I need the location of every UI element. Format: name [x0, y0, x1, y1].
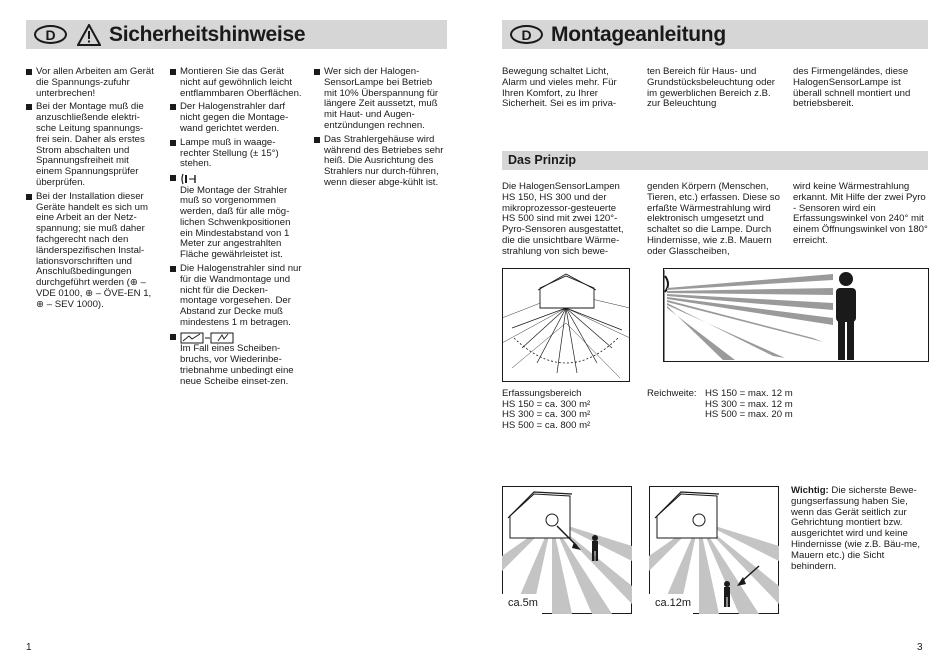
reichweite-table — [647, 389, 827, 421]
safety-item: Vor allen Arbeiten am Gerät die Spannungs-zufuhr unterbrechen! — [26, 67, 154, 99]
safety-item: Die Montage der Strahler muß so vorgenommen werden, daß für alle mög-lichen Schwenkpositionen ein Mindestabstand von 1 Meter zur angestrahlten Fläche gewährleistet ist. — [170, 173, 302, 261]
erfassung-title: Erfassungsbereich — [502, 388, 582, 399]
safety-item: Montieren Sie das Gerät nicht auf gewöhnlich leicht entflammbaren Oberflächen. — [170, 67, 302, 99]
section-title: Montageanleitung — [551, 22, 726, 46]
language-badge: D — [510, 25, 543, 44]
erfassung-row: HS 500 = ca. 800 m² — [502, 419, 591, 431]
safety-item: Bei der Montage muß die anzuschließende elektri-sche Leitung spannungs-frei sein. Daher als erstes Strom abschalten und Spannungsfreiheit mit einem Spannungsprüfer überprüfen. — [26, 102, 154, 188]
erfassung-row: HS 300 = ca. 300 m² — [502, 409, 591, 420]
reichweite-row: HS 300 = max. 12 m — [705, 398, 793, 410]
safety-item: Der Halogenstrahler darf nicht gegen die Montage-wand gerichtet werden. — [170, 102, 302, 134]
prinzip-paragraph-2: genden Körpern (Menschen, Tieren, etc.) erfassen. Diese so erfaßte Wärmestrahlung wird elektronisch umgesetzt und schaltet so die Lampe. Durch Hindernisse, wie z.B. Mauern oder Glasscheiben, — [647, 181, 780, 257]
intro-paragraph-2: ten Bereich für Haus- und Grundstücksbeleuchtung oder im gewerblichen Bereich z.B. zur Beleuchtung — [647, 66, 775, 110]
safety-item: Das Strahlergehäuse wird während des Betriebes sehr heiß. Die Ausrichtung des Strahlers nur durch-führen, wenn dieser abge-kühlt ist. — [314, 135, 446, 189]
page-number: 3 — [917, 642, 923, 653]
glass-break-icon — [180, 332, 234, 344]
warning-icon — [77, 24, 101, 46]
language-badge: D — [34, 25, 67, 44]
range-5m-illustration — [502, 486, 632, 614]
reichweite-row: HS 150 = max. 12 m — [705, 388, 793, 399]
safety-column-2 — [170, 67, 302, 390]
right-header-bar — [502, 20, 928, 49]
section-title: Sicherheitshinweise — [109, 22, 306, 46]
detection-zone-illustration — [502, 268, 630, 382]
safety-item: Lampe muß in waage-rechter Stellung (± 15°) stehen. — [170, 138, 302, 170]
side-view-illustration — [663, 268, 929, 362]
reichweite-label: Reichweite: — [647, 388, 697, 399]
range-12m-caption: ca.12m — [655, 597, 692, 609]
prinzip-paragraph-3: wird keine Wärmestrahlung erkannt. Mit Hilfe der zwei Pyro - Sensoren wird ein Erfassungswinkel von 240° mit einem Öffnungswinkel von 180° erreicht. — [793, 181, 928, 246]
intro-paragraph-3: des Firmengeländes, diese HalogenSensorLampe ist überall schnell montiert und betriebsbereit. — [793, 66, 911, 110]
safety-column-3 — [314, 67, 446, 192]
important-label: Wichtig: — [791, 485, 829, 496]
safety-item: Wer sich der Halogen-SensorLampe bei Betrieb mit 10% Überspannung für längere Zeit aussetzt, muß mit Haut- und Augen-entzündungen rechnen. — [314, 67, 446, 132]
safety-item: Die Halogenstrahler sind nur für die Wandmontage und nicht für die Decken-montage vorgesehen. Der Abstand zur Decke muß mindestens 1 m betragen. — [170, 264, 302, 329]
range-5m-caption: ca.5m — [508, 597, 538, 609]
safety-column-1 — [26, 67, 154, 314]
page-mark: 1 — [26, 642, 32, 653]
range-12m-illustration — [649, 486, 779, 614]
erfassung-row: HS 150 = ca. 300 m² — [502, 398, 591, 410]
prinzip-paragraph-1: Die HalogenSensorLampen HS 150, HS 300 und der mikroprozessor-gesteuerte HS 500 sind mit zwei 120°-Pyro-Sensoren ausgestattet, die die unsichtbare Wärme-strahlung von sich bewe- — [502, 181, 624, 257]
lamp-distance-icon — [180, 173, 196, 185]
intro-paragraph-1: Bewegung schaltet Licht, Alarm und vieles mehr. Für Ihren Komfort, zu Ihrer Sicherheit. Sei es im priva- — [502, 66, 617, 110]
safety-item: Im Fall eines Scheiben-bruchs, vor Wiederinbe-triebnahme unbedingt eine neue Scheibe einset-zen. — [170, 332, 302, 388]
important-text: Die sicherste Bewe-gungserfassung haben Sie, wenn das Gerät seitlich zur Gehrichtung montiert bzw. ausgerichtet wird und keine Hindernisse (wie z.B. Bäu-me, Mauern etc.) die Sicht behindern. — [791, 485, 921, 572]
safety-item: Bei der Installation dieser Geräte handelt es sich um eine Arbeit an der Netz-spannung; sie muß daher fachgerecht nach den länderspezifischen Instal-lationsvorschriften und Anschlußbedingungen durchgeführt werden (⊕ – VDE 0100, ⊕ – ÖVE-EN 1, ⊕ – SEV 1000). — [26, 192, 154, 311]
subsection-title: Das Prinzip — [502, 151, 928, 170]
reichweite-row: HS 500 = max. 20 m — [705, 409, 793, 420]
important-note — [791, 486, 929, 572]
erfassung-table — [502, 389, 642, 431]
left-header-bar — [26, 20, 447, 49]
